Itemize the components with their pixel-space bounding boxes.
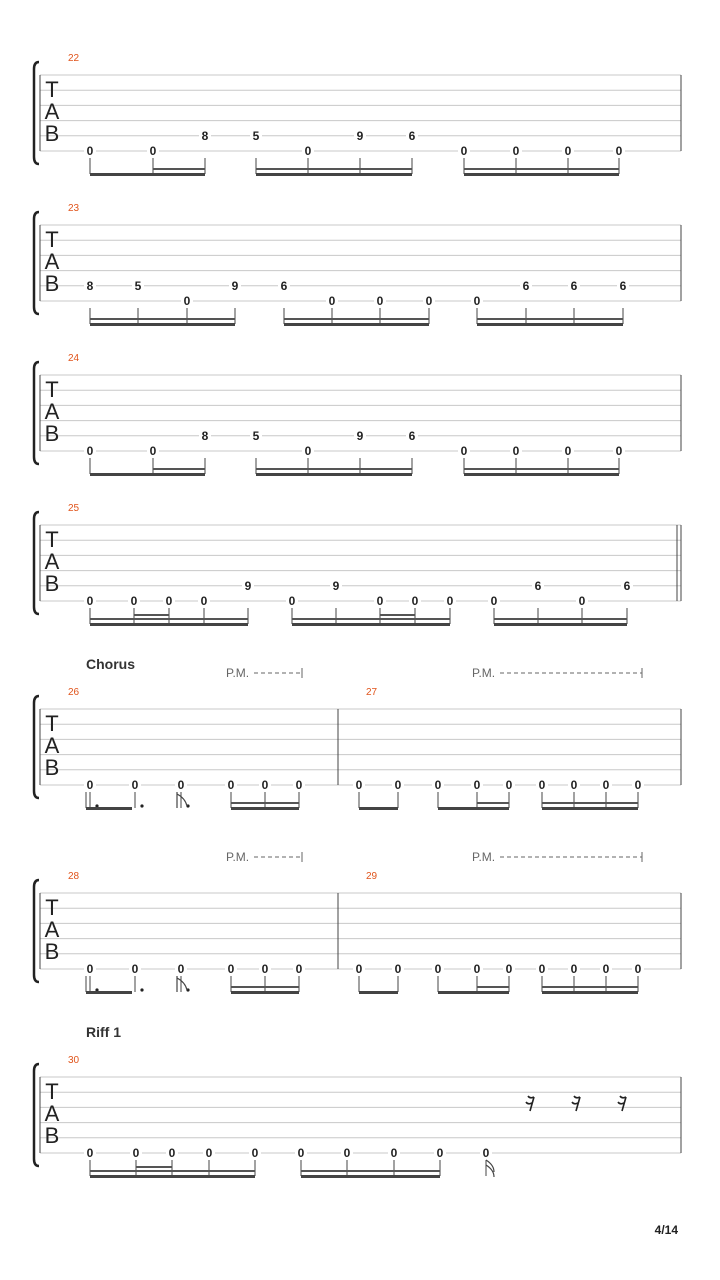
system-bracket <box>34 62 39 164</box>
fret-number: 8 <box>201 128 209 143</box>
fret-number: 6 <box>534 578 542 593</box>
beam-secondary <box>301 1170 440 1172</box>
beam-secondary <box>256 168 412 170</box>
measure-number: 28 <box>68 871 80 882</box>
beam-secondary <box>477 318 623 320</box>
fret-number: 9 <box>332 578 340 593</box>
fret-number: 0 <box>261 962 269 976</box>
clef-letter-a: A <box>44 733 60 758</box>
beam-secondary <box>231 986 299 988</box>
clef-letter-t: T <box>45 895 59 920</box>
fret-number: 5 <box>252 128 260 143</box>
fret-number: 0 <box>460 444 468 458</box>
fret-number: 9 <box>356 128 364 143</box>
fret-number: 0 <box>394 962 402 976</box>
fret-number: 6 <box>280 278 288 293</box>
beam-secondary <box>153 168 205 170</box>
fret-number: 6 <box>408 428 416 443</box>
fret-number: 0 <box>473 778 481 792</box>
system-bracket <box>34 512 39 614</box>
fret-number: 0 <box>512 144 520 158</box>
palm-mute-label: P.M. <box>472 666 496 680</box>
fret-number: 9 <box>356 428 364 443</box>
fret-number: 0 <box>570 962 578 976</box>
beam-secondary <box>542 986 638 988</box>
note-flag <box>177 976 187 992</box>
rhythm-dot <box>140 988 143 991</box>
beam-secondary <box>494 618 627 620</box>
beam-secondary <box>90 1170 255 1172</box>
fret-number: 0 <box>132 1146 140 1160</box>
fret-number: 0 <box>376 294 384 308</box>
beam-secondary <box>477 802 509 804</box>
beam-primary <box>464 173 619 176</box>
system-bracket <box>34 696 39 798</box>
tab-system <box>34 203 681 326</box>
beam-primary <box>256 473 412 476</box>
fret-number: 0 <box>86 1146 94 1160</box>
measure-number: 25 <box>68 503 80 514</box>
clef-letter-t: T <box>45 711 59 736</box>
measure-number: 30 <box>68 1055 80 1066</box>
fret-number: 0 <box>434 962 442 976</box>
beam-tertiary <box>136 1166 172 1168</box>
fret-number: 0 <box>328 294 336 308</box>
clef-letter-t: T <box>45 377 59 402</box>
beam-primary <box>231 807 299 810</box>
fret-number: 0 <box>615 144 623 158</box>
clef-letter-a: A <box>44 917 60 942</box>
fret-number: 6 <box>408 128 416 143</box>
beam-secondary <box>292 618 450 620</box>
beam-primary <box>359 991 398 994</box>
beam-primary <box>542 991 638 994</box>
beam-primary <box>86 991 132 994</box>
fret-number: 0 <box>482 1146 490 1160</box>
fret-number: 0 <box>251 1146 259 1160</box>
system-bracket <box>34 212 39 314</box>
clef-letter-a: A <box>44 1101 60 1126</box>
fret-number: 0 <box>538 962 546 976</box>
beam-secondary <box>464 468 619 470</box>
beam-primary <box>90 623 248 626</box>
note-flag <box>177 792 187 808</box>
fret-number: 0 <box>86 594 94 608</box>
fret-number: 0 <box>86 144 94 158</box>
beam-secondary <box>284 318 429 320</box>
fret-number: 0 <box>288 594 296 608</box>
beam-tertiary <box>380 614 415 616</box>
beam-primary <box>359 807 398 810</box>
fret-number: 0 <box>149 144 157 158</box>
fret-number: 0 <box>490 594 498 608</box>
beam-secondary <box>477 986 509 988</box>
fret-number: 0 <box>505 962 513 976</box>
system-bracket <box>34 880 39 982</box>
clef-letter-t: T <box>45 1079 59 1104</box>
fret-number: 0 <box>434 778 442 792</box>
fret-number: 0 <box>177 778 185 792</box>
beam-primary <box>301 1175 440 1178</box>
tab-systems <box>34 53 681 1178</box>
beam-primary <box>438 991 509 994</box>
sixteenth-rest <box>526 1096 534 1111</box>
beam-tertiary <box>134 614 169 616</box>
beam-primary <box>438 807 509 810</box>
fret-number: 0 <box>634 778 642 792</box>
beam-secondary <box>542 802 638 804</box>
section-label: Riff 1 <box>86 1024 121 1040</box>
fret-number: 0 <box>131 962 139 976</box>
clef-letter-b: B <box>44 939 60 964</box>
beam-primary <box>256 173 412 176</box>
tab-system <box>34 503 681 626</box>
fret-number: 0 <box>615 444 623 458</box>
beam-secondary <box>153 468 205 470</box>
system-bracket <box>34 1064 39 1166</box>
beam-primary <box>464 473 619 476</box>
sixteenth-rest <box>618 1096 626 1111</box>
fret-number: 0 <box>570 778 578 792</box>
system-bracket <box>34 362 39 464</box>
fret-number: 0 <box>460 144 468 158</box>
page-number: 4/14 <box>654 1223 678 1237</box>
fret-number: 6 <box>619 278 627 293</box>
fret-number: 8 <box>86 278 94 293</box>
fret-number: 0 <box>634 962 642 976</box>
fret-number: 0 <box>411 594 419 608</box>
fret-number: 0 <box>343 1146 351 1160</box>
clef-letter-b: B <box>44 1123 60 1148</box>
fret-number: 0 <box>168 1146 176 1160</box>
fret-number: 0 <box>165 594 173 608</box>
fret-number: 0 <box>602 962 610 976</box>
sixteenth-rest <box>572 1096 580 1111</box>
clef-letter-b: B <box>44 755 60 780</box>
fret-number: 0 <box>512 444 520 458</box>
fret-number: 0 <box>295 962 303 976</box>
fret-number: 0 <box>564 144 572 158</box>
beam-primary <box>542 807 638 810</box>
clef-letter-t: T <box>45 227 59 252</box>
tab-system <box>34 1024 681 1178</box>
fret-number: 5 <box>134 278 142 293</box>
fret-number: 8 <box>201 428 209 443</box>
fret-number: 0 <box>394 778 402 792</box>
beam-primary <box>90 323 235 326</box>
tab-system <box>34 353 681 476</box>
measure-number: 22 <box>68 53 80 64</box>
fret-number: 0 <box>564 444 572 458</box>
fret-number: 6 <box>522 278 530 293</box>
tab-system <box>34 850 681 994</box>
fret-number: 0 <box>227 778 235 792</box>
clef-letter-b: B <box>44 121 60 146</box>
clef-letter-a: A <box>44 99 60 124</box>
clef-letter-b: B <box>44 271 60 296</box>
beam-primary <box>90 1175 255 1178</box>
fret-number: 5 <box>252 428 260 443</box>
measure-number: 26 <box>68 687 80 698</box>
fret-number: 0 <box>436 1146 444 1160</box>
fret-number: 0 <box>355 778 363 792</box>
fret-number: 0 <box>578 594 586 608</box>
beam-secondary <box>90 618 248 620</box>
tab-system <box>34 53 681 176</box>
beam-secondary <box>464 168 619 170</box>
palm-mute-label: P.M. <box>226 666 250 680</box>
clef-letter-b: B <box>44 421 60 446</box>
measure-number: 27 <box>366 687 378 698</box>
fret-number: 0 <box>183 294 191 308</box>
fret-number: 0 <box>131 778 139 792</box>
fret-number: 0 <box>297 1146 305 1160</box>
fret-number: 0 <box>355 962 363 976</box>
fret-number: 6 <box>623 578 631 593</box>
palm-mute-label: P.M. <box>226 850 250 864</box>
beam-primary <box>231 991 299 994</box>
fret-number: 0 <box>425 294 433 308</box>
beam-primary <box>90 173 205 176</box>
fret-number: 0 <box>261 778 269 792</box>
fret-number: 0 <box>295 778 303 792</box>
fret-number: 0 <box>602 778 610 792</box>
fret-number: 0 <box>473 962 481 976</box>
clef-letter-t: T <box>45 527 59 552</box>
palm-mute-label: P.M. <box>472 850 496 864</box>
beam-primary <box>90 473 205 476</box>
fret-number: 0 <box>446 594 454 608</box>
clef-letter-a: A <box>44 249 60 274</box>
section-label: Chorus <box>86 656 135 672</box>
fret-number: 0 <box>227 962 235 976</box>
fret-number: 0 <box>200 594 208 608</box>
fret-number: 0 <box>86 444 94 458</box>
fret-number: 0 <box>86 778 94 792</box>
clef-letter-a: A <box>44 399 60 424</box>
fret-number: 9 <box>244 578 252 593</box>
fret-number: 0 <box>205 1146 213 1160</box>
note-flag <box>486 1160 494 1177</box>
clef-letter-a: A <box>44 549 60 574</box>
beam-secondary <box>90 318 235 320</box>
fret-number: 0 <box>505 778 513 792</box>
clef-letter-t: T <box>45 77 59 102</box>
rhythm-dot <box>140 804 143 807</box>
fret-number: 0 <box>177 962 185 976</box>
fret-number: 9 <box>231 278 239 293</box>
fret-number: 0 <box>304 144 312 158</box>
fret-number: 0 <box>390 1146 398 1160</box>
measure-number: 24 <box>68 353 80 364</box>
beam-primary <box>494 623 627 626</box>
measure-number: 23 <box>68 203 80 214</box>
beam-primary <box>292 623 450 626</box>
fret-number: 0 <box>130 594 138 608</box>
beam-primary <box>86 807 132 810</box>
clef-letter-b: B <box>44 571 60 596</box>
tab-system <box>34 656 681 810</box>
fret-number: 0 <box>304 444 312 458</box>
fret-number: 0 <box>149 444 157 458</box>
measure-number: 29 <box>366 871 378 882</box>
fret-number: 0 <box>376 594 384 608</box>
fret-number: 0 <box>473 294 481 308</box>
beam-primary <box>477 323 623 326</box>
beam-secondary <box>256 468 412 470</box>
fret-number: 0 <box>538 778 546 792</box>
fret-number: 6 <box>570 278 578 293</box>
beam-primary <box>284 323 429 326</box>
beam-secondary <box>231 802 299 804</box>
fret-number: 0 <box>86 962 94 976</box>
